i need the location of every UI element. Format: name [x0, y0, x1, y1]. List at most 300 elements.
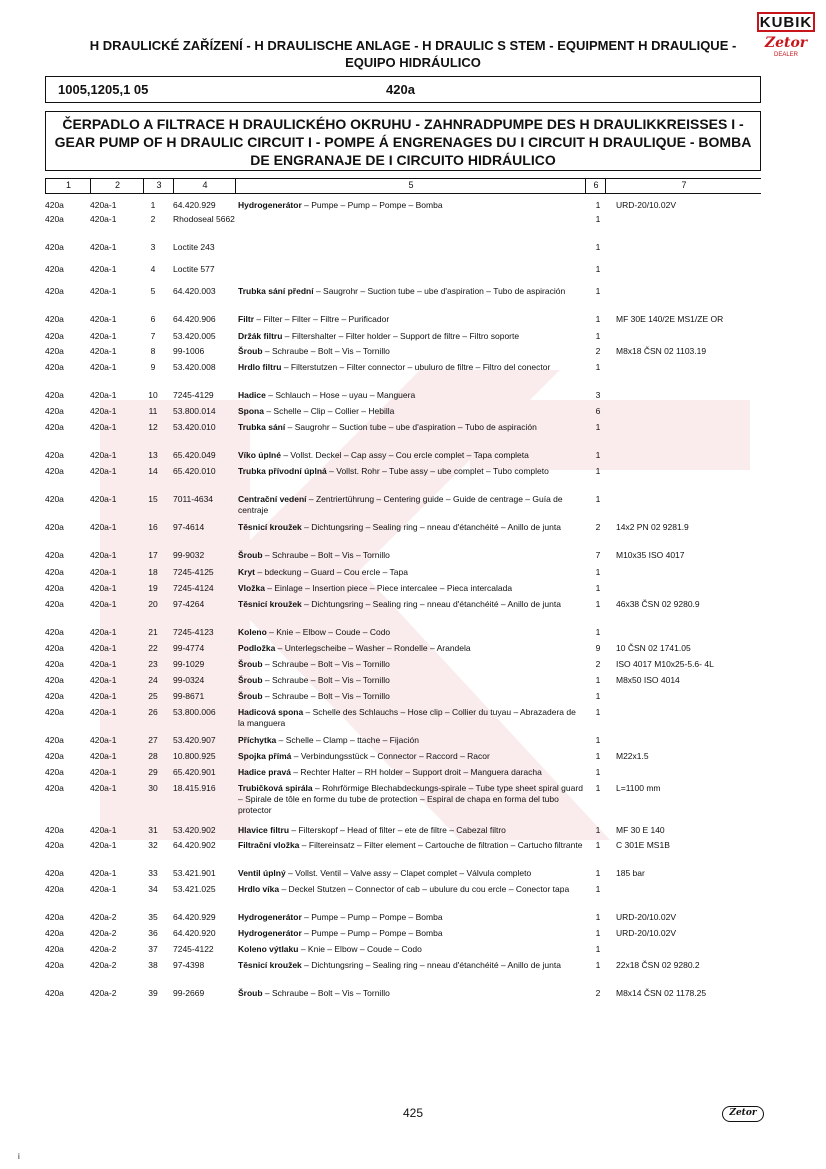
row-description-translations: – Filtereinsatz – Filter element – Cartouche de filtration – Cartucho filtrante: [299, 840, 583, 850]
row-description-czech: Hadice: [238, 390, 266, 400]
row-description-czech: Trubka sání přední: [238, 286, 314, 296]
col-header-3: 3: [143, 179, 174, 193]
row-description: [238, 346, 583, 357]
row-description-czech: Hadice pravá: [238, 767, 291, 777]
col-header-1: 1: [45, 179, 91, 193]
row-note: M22x1.5: [616, 751, 649, 761]
row-group: 420a: [45, 912, 64, 922]
row-description-czech: Víko úplné: [238, 450, 281, 460]
row-part-number: 64.420.003: [173, 286, 216, 296]
row-group: 420a: [45, 406, 64, 416]
row-description: [238, 494, 583, 516]
row-group: 420a: [45, 707, 64, 717]
row-quantity: 1: [595, 884, 601, 894]
row-description: [238, 406, 583, 417]
row-description: [238, 659, 583, 670]
row-position: 5: [150, 286, 156, 296]
row-part-number: 99-9032: [173, 550, 205, 560]
row-description: [238, 466, 583, 477]
row-group: 420a: [45, 691, 64, 701]
row-description-czech: Těsnicí kroužek: [238, 960, 302, 970]
row-note: URD-20/10.02V: [616, 912, 677, 922]
row-position: 15: [148, 494, 158, 504]
row-quantity: 1: [595, 868, 601, 878]
row-quantity: 7: [595, 550, 601, 560]
row-subgroup: 420a-1: [90, 422, 117, 432]
row-subgroup: 420a-1: [90, 567, 117, 577]
row-description-translations: – Schraube – Bolt – Vis – Tornillo: [262, 988, 390, 998]
row-description-translations: – Filtershalter – Filter holder – Support de filtre – Filtro soporte: [282, 331, 520, 341]
row-description-czech: Filtr: [238, 314, 255, 324]
row-description-translations: – Schraube – Bolt – Vis – Tornillo: [262, 346, 390, 356]
row-description-czech: Spojka přímá: [238, 751, 292, 761]
section-title-line1: ČERPADLO A FILTRACE H DRAULICKÉHO OKRUHU - ZAHNRADPUMPE DES H DRAULIKKREISSES I -: [62, 116, 744, 132]
row-group: 420a: [45, 390, 64, 400]
row-subgroup: 420a-1: [90, 314, 117, 324]
row-part-number: 99-8671: [173, 691, 205, 701]
row-subgroup: 420a-1: [90, 264, 117, 274]
row-description-czech: Hydrogenerátor: [238, 928, 302, 938]
footer-mark: i: [18, 1152, 20, 1161]
row-description-czech: Šroub: [238, 346, 263, 356]
row-description-translations: – Rohrförmige Blechabdeckungs-spirale – Tube type sheet spiral guard – Spirale de tôle en forme du tube de protection – Espiral de chapa en forma del tubo protector: [238, 783, 583, 815]
row-subgroup: 420a-1: [90, 627, 117, 637]
row-position: 23: [148, 659, 158, 669]
row-description: [238, 200, 583, 211]
row-description: [238, 751, 583, 762]
row-position: 18: [148, 567, 158, 577]
row-position: 35: [148, 912, 158, 922]
row-part-number: 99-0324: [173, 675, 205, 685]
row-quantity: 6: [595, 406, 601, 416]
row-part-number: 99-1029: [173, 659, 205, 669]
row-part-number: 65.420.010: [173, 466, 216, 476]
row-quantity: 1: [595, 960, 601, 970]
row-description-czech: Hydrogenerátor: [238, 912, 302, 922]
row-description-translations: – Schraube – Bolt – Vis – Tornillo: [262, 550, 390, 560]
row-quantity: 1: [595, 286, 601, 296]
row-position: 10: [148, 390, 158, 400]
row-description: [238, 314, 583, 325]
row-group: 420a: [45, 242, 64, 252]
row-description-translations: – Zentriertührung – Centering guide – Guide de centrage – Guía de centraje: [238, 494, 563, 515]
row-part-number: 53.420.010: [173, 422, 216, 432]
row-description-czech: Příchytka: [238, 735, 277, 745]
row-description-translations: – Unterlegscheibe – Washer – Rondelle – Arandela: [275, 643, 471, 653]
row-quantity: 2: [595, 522, 601, 532]
row-description-translations: – Rechter Halter – RH holder – Support droit – Manguera daracha: [290, 767, 542, 777]
row-description: [238, 422, 583, 433]
row-quantity: 9: [595, 643, 601, 653]
row-group: 420a: [45, 466, 64, 476]
row-description-czech: Hlavice filtru: [238, 825, 290, 835]
row-position: 17: [148, 550, 158, 560]
model-numbers: 1005,1205,1 05: [58, 82, 149, 97]
row-description-translations: – Knie – Elbow – Coude – Codo: [266, 627, 391, 637]
row-position: 22: [148, 643, 158, 653]
logo-dealer-text: DEALER: [773, 52, 798, 58]
row-position: 9: [150, 362, 156, 372]
row-group: 420a: [45, 346, 64, 356]
row-description: [238, 912, 583, 923]
row-note: 22x18 ČSN 02 9280.2: [616, 960, 700, 970]
row-description: [238, 840, 583, 851]
row-group: 420a: [45, 884, 64, 894]
row-description: [238, 884, 583, 895]
row-part-number: 64.420.920: [173, 928, 216, 938]
row-subgroup: 420a-1: [90, 735, 117, 745]
row-description-czech: Těsnicí kroužek: [238, 522, 302, 532]
row-group: 420a: [45, 825, 64, 835]
row-description-translations: – Verbindungsstück – Connector – Raccord – Racor: [291, 751, 490, 761]
row-subgroup: 420a-1: [90, 767, 117, 777]
row-part-number: Loctite 577: [173, 264, 215, 274]
row-subgroup: 420a-1: [90, 675, 117, 685]
row-subgroup: 420a-1: [90, 390, 117, 400]
row-description: [238, 522, 583, 533]
row-part-number: 53.420.907: [173, 735, 216, 745]
row-note: ISO 4017 M10x25-5.6- 4L: [616, 659, 714, 669]
row-note: M8x14 ČSN 02 1178.25: [616, 988, 707, 998]
row-description-translations: – Saugrohr – Suction tube – ube d'aspiration – Tubo de aspiración: [285, 422, 537, 432]
col-header-7: 7: [605, 179, 762, 193]
row-quantity: 1: [595, 264, 601, 274]
row-note: M8x18 ČSN 02 1103.19: [616, 346, 707, 356]
row-group: 420a: [45, 583, 64, 593]
row-part-number: 99-1006: [173, 346, 205, 356]
row-position: 29: [148, 767, 158, 777]
row-description-translations: – Schraube – Bolt – Vis – Tornillo: [262, 691, 390, 701]
row-note: M10x35 ISO 4017: [616, 550, 685, 560]
row-part-number: 65.420.901: [173, 767, 216, 777]
col-header-6: 6: [585, 179, 606, 193]
row-description: [238, 627, 583, 638]
model-box: [45, 76, 761, 103]
row-part-number: 7245-4124: [173, 583, 214, 593]
row-subgroup: 420a-2: [90, 944, 117, 954]
row-description-czech: Hadicová spona: [238, 707, 304, 717]
row-description-czech: Šroub: [238, 659, 263, 669]
row-part-number: 53.421.025: [173, 884, 216, 894]
row-quantity: 1: [595, 362, 601, 372]
logo-zetor-text: Zetor: [764, 35, 808, 51]
row-group: 420a: [45, 494, 64, 504]
row-description-czech: Trubka sání: [238, 422, 286, 432]
row-quantity: 1: [595, 450, 601, 460]
page-number: 425: [402, 1106, 424, 1120]
row-group: 420a: [45, 868, 64, 878]
document-title-line1: H DRAULICKÉ ZAŘÍZENÍ - H DRAULISCHE ANLAGE - H DRAULIC S STEM - EQUIPMENT H DRAULIQUE -: [89, 38, 737, 53]
row-note: MF 30 E 140: [616, 825, 665, 835]
row-position: 31: [148, 825, 158, 835]
row-position: 7: [150, 331, 156, 341]
row-description-czech: Šroub: [238, 550, 263, 560]
row-description: [238, 286, 583, 297]
row-position: 25: [148, 691, 158, 701]
row-position: 1: [150, 200, 156, 210]
row-group: 420a: [45, 314, 64, 324]
zetor-footer-logo: Zetor: [722, 1106, 764, 1122]
row-subgroup: 420a-1: [90, 599, 117, 609]
row-group: 420a: [45, 643, 64, 653]
row-part-number: 99-2669: [173, 988, 205, 998]
row-description-czech: Ventil úplný: [238, 868, 286, 878]
row-position: 6: [150, 314, 156, 324]
row-part-number: 7245-4122: [173, 944, 214, 954]
row-group: 420a: [45, 960, 64, 970]
row-position: 21: [148, 627, 158, 637]
row-quantity: 1: [595, 494, 601, 504]
row-description: [238, 583, 583, 594]
row-quantity: 2: [595, 988, 601, 998]
row-note: MF 30E 140/2E MS1/ZE OR: [616, 314, 724, 324]
row-part-number: 53.421.901: [173, 868, 216, 878]
row-quantity: 1: [595, 928, 601, 938]
row-quantity: 1: [595, 314, 601, 324]
row-quantity: 2: [595, 346, 601, 356]
row-note: URD-20/10.02V: [616, 200, 677, 210]
row-description: [238, 643, 583, 654]
row-part-number: 64.420.929: [173, 912, 216, 922]
row-note: 14x2 PN 02 9281.9: [616, 522, 689, 532]
row-description-translations: – Vollst. Ventil – Valve assy – Clapet complet – Válvula completo: [285, 868, 532, 878]
row-subgroup: 420a-1: [90, 751, 117, 761]
row-group: 420a: [45, 331, 64, 341]
row-position: 32: [148, 840, 158, 850]
row-note: C 301E MS1B: [616, 840, 670, 850]
row-subgroup: 420a-1: [90, 450, 117, 460]
row-subgroup: 420a-1: [90, 331, 117, 341]
row-description-translations: – Schraube – Bolt – Vis – Tornillo: [262, 659, 390, 669]
row-description-czech: Koleno: [238, 627, 267, 637]
row-description: [238, 988, 583, 999]
row-part-number: 7245-4123: [173, 627, 214, 637]
row-description-czech: Centrační vedení: [238, 494, 307, 504]
row-position: 37: [148, 944, 158, 954]
row-part-number: 53.800.006: [173, 707, 216, 717]
row-subgroup: 420a-1: [90, 550, 117, 560]
row-description: [238, 944, 583, 955]
row-quantity: 1: [595, 200, 601, 210]
row-description: [238, 928, 583, 939]
row-quantity: 1: [595, 840, 601, 850]
row-description-translations: – Dichtungsring – Sealing ring – nneau d'étanchéité – Anillo de junta: [301, 522, 561, 532]
row-quantity: 1: [595, 242, 601, 252]
row-group: 420a: [45, 675, 64, 685]
row-group: 420a: [45, 944, 64, 954]
section-title-line2: GEAR PUMP OF H DRAULIC CIRCUIT I - POMPE Á ENGRENAGES DU I CIRCUIT H DRAULIQUE - BOMBA: [54, 134, 752, 150]
row-description: [238, 362, 583, 373]
row-group: 420a: [45, 522, 64, 532]
row-quantity: 1: [595, 214, 601, 224]
row-description-czech: Filtrační vložka: [238, 840, 300, 850]
row-description-translations: – Einlage – Insertion piece – Piece intercalee – Pieca intercalada: [264, 583, 513, 593]
row-quantity: 1: [595, 767, 601, 777]
row-position: 27: [148, 735, 158, 745]
row-quantity: 1: [595, 599, 601, 609]
row-description-translations: – Knie – Elbow – Coude – Codo: [298, 944, 422, 954]
row-group: 420a: [45, 264, 64, 274]
row-description-czech: Koleno výtlaku: [238, 944, 299, 954]
row-part-number: 65.420.049: [173, 450, 216, 460]
row-description-translations: – Pumpe – Pump – Pompe – Bomba: [301, 912, 443, 922]
row-subgroup: 420a-1: [90, 362, 117, 372]
row-description: [238, 735, 583, 746]
row-description-czech: Hydrogenerátor: [238, 200, 302, 210]
row-position: 13: [148, 450, 158, 460]
row-quantity: 1: [595, 331, 601, 341]
row-group: 420a: [45, 550, 64, 560]
row-position: 34: [148, 884, 158, 894]
row-subgroup: 420a-1: [90, 406, 117, 416]
column-header: [45, 178, 761, 194]
row-description: [238, 675, 583, 686]
row-description: [238, 599, 583, 610]
row-part-number: 64.420.902: [173, 840, 216, 850]
row-description-czech: Trubičková spirála: [238, 783, 313, 793]
row-note: 10 ČSN 02 1741.05: [616, 643, 691, 653]
row-part-number: 7011-4634: [173, 494, 214, 504]
row-description: [238, 707, 583, 729]
row-position: 39: [148, 988, 158, 998]
row-part-number: 10.800.925: [173, 751, 216, 761]
row-part-number: 97-4398: [173, 960, 205, 970]
row-description-translations: – Schraube – Bolt – Vis – Tornillo: [262, 675, 390, 685]
row-part-number: 18.415.916: [173, 783, 216, 793]
row-description-czech: Hrdlo víka: [238, 884, 280, 894]
row-subgroup: 420a-1: [90, 494, 117, 504]
row-position: 36: [148, 928, 158, 938]
logo-kubik-text: KUBIK: [757, 12, 815, 32]
row-subgroup: 420a-1: [90, 466, 117, 476]
row-quantity: 1: [595, 944, 601, 954]
row-description-translations: – bdeckung – Guard – Cou ercle – Tapa: [255, 567, 408, 577]
row-description: [238, 691, 583, 702]
row-subgroup: 420a-1: [90, 242, 117, 252]
row-description-translations: – Filterskopf – Head of filter – ete de filtre – Cabezal filtro: [289, 825, 506, 835]
row-position: 4: [150, 264, 156, 274]
row-subgroup: 420a-2: [90, 960, 117, 970]
row-description-czech: Hrdlo filtru: [238, 362, 282, 372]
row-description-translations: – Schelle des Schlauchs – Hose clip – Collier du tuyau – Abrazadera de la manguera: [238, 707, 576, 728]
row-part-number: 97-4264: [173, 599, 205, 609]
row-quantity: 1: [595, 707, 601, 717]
row-description: [238, 868, 583, 879]
row-description-czech: Držák filtru: [238, 331, 283, 341]
row-subgroup: 420a-1: [90, 643, 117, 653]
kubik-zetor-logo: [757, 12, 815, 64]
row-position: 11: [148, 406, 158, 416]
row-description-translations: – Pumpe – Pump – Pompe – Bomba: [301, 928, 443, 938]
row-description-czech: Šroub: [238, 691, 263, 701]
row-note: L=1100 mm: [616, 783, 661, 793]
row-description: [238, 825, 583, 836]
col-header-4: 4: [173, 179, 236, 193]
row-part-number: 7245-4129: [173, 390, 214, 400]
row-position: 16: [148, 522, 158, 532]
row-quantity: 3: [595, 390, 601, 400]
row-description-translations: – Saugrohr – Suction tube – ube d'aspiration – Tubo de aspiración: [313, 286, 566, 296]
row-group: 420a: [45, 988, 64, 998]
row-note: 185 bar: [616, 868, 645, 878]
row-group: 420a: [45, 567, 64, 577]
row-subgroup: 420a-1: [90, 783, 117, 793]
row-group: 420a: [45, 840, 64, 850]
col-header-2: 2: [90, 179, 144, 193]
row-description-translations: – Deckel Stutzen – Connector of cab – ubulure du cou ercle – Conector tapa: [279, 884, 570, 894]
row-description-czech: Kryt: [238, 567, 256, 577]
row-quantity: 1: [595, 422, 601, 432]
row-subgroup: 420a-1: [90, 659, 117, 669]
row-subgroup: 420a-1: [90, 825, 117, 835]
row-position: 2: [150, 214, 156, 224]
row-description-czech: Šroub: [238, 675, 263, 685]
row-subgroup: 420a-1: [90, 286, 117, 296]
row-subgroup: 420a-1: [90, 522, 117, 532]
row-position: 3: [150, 242, 156, 252]
row-description: [238, 767, 583, 778]
row-group: 420a: [45, 928, 64, 938]
row-part-number: 64.420.929: [173, 200, 216, 210]
row-description-translations: – Vollst. Rohr – Tube assy – ube complet – Tubo completo: [326, 466, 549, 476]
row-group: 420a: [45, 362, 64, 372]
row-group: 420a: [45, 214, 64, 224]
row-quantity: 1: [595, 583, 601, 593]
row-subgroup: 420a-1: [90, 707, 117, 717]
row-subgroup: 420a-1: [90, 346, 117, 356]
row-description: [238, 550, 583, 561]
row-subgroup: 420a-2: [90, 928, 117, 938]
row-description: [238, 450, 583, 461]
row-part-number: 53.420.008: [173, 362, 216, 372]
row-quantity: 1: [595, 825, 601, 835]
row-description-czech: Těsnicí kroužek: [238, 599, 302, 609]
row-part-number: 97-4614: [173, 522, 205, 532]
row-note: 46x38 ČSN 02 9280.9: [616, 599, 700, 609]
group-number: 420a: [386, 82, 415, 97]
row-description-translations: – Pumpe – Pump – Pompe – Bomba: [301, 200, 443, 210]
row-subgroup: 420a-1: [90, 214, 117, 224]
row-position: 28: [148, 751, 158, 761]
row-description-czech: Spona: [238, 406, 264, 416]
row-quantity: 1: [595, 751, 601, 761]
row-subgroup: 420a-1: [90, 840, 117, 850]
row-group: 420a: [45, 751, 64, 761]
row-description-translations: – Filter – Filter – Filtre – Purificador: [254, 314, 390, 324]
row-subgroup: 420a-2: [90, 988, 117, 998]
section-title-box: [45, 111, 761, 171]
row-position: 8: [150, 346, 156, 356]
row-position: 20: [148, 599, 158, 609]
row-quantity: 1: [595, 735, 601, 745]
row-subgroup: 420a-1: [90, 884, 117, 894]
row-description-czech: Šroub: [238, 988, 263, 998]
row-position: 19: [148, 583, 158, 593]
row-group: 420a: [45, 200, 64, 210]
row-description-czech: Trubka přívodní úplná: [238, 466, 327, 476]
row-description-translations: – Schlauch – Hose – uyau – Manguera: [265, 390, 416, 400]
row-subgroup: 420a-1: [90, 868, 117, 878]
row-part-number: Loctite 243: [173, 242, 215, 252]
row-group: 420a: [45, 659, 64, 669]
row-position: 38: [148, 960, 158, 970]
row-quantity: 1: [595, 912, 601, 922]
row-quantity: 1: [595, 783, 601, 793]
row-quantity: 1: [595, 466, 601, 476]
row-quantity: 1: [595, 691, 601, 701]
row-description-translations: – Schelle – Clip – Collier – Hebilla: [263, 406, 395, 416]
row-description-czech: Podložka: [238, 643, 276, 653]
